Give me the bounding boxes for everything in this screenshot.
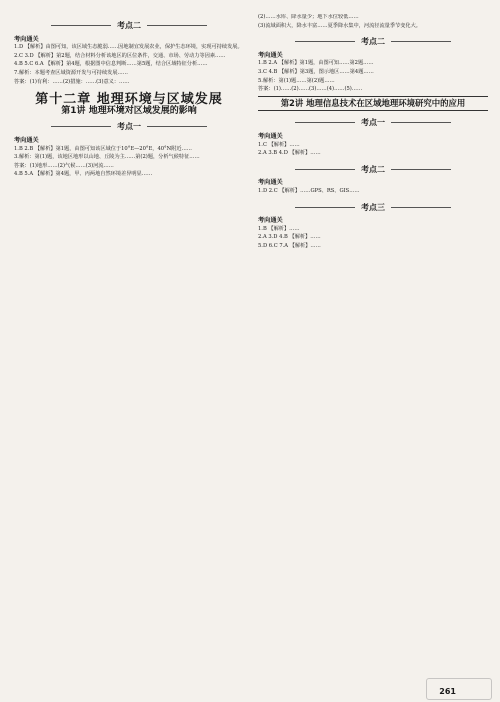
answer-block (14, 44, 244, 86)
answer-paragraph: 答案：(1)……(2)……(3)……(4)……(5)…… (258, 86, 363, 93)
section-title: 考点三 (258, 204, 488, 212)
answer-paragraph: 答案：(1)地形……(2)气候……(3)河流…… (14, 162, 114, 169)
section-tag: 考向通关 (258, 179, 283, 187)
answer-paragraph: (3)流域面积大，降水丰富……夏季降水集中，河流径流量季节变化大。 (258, 22, 421, 29)
answer-paragraph: (2)……水库、降水量少；地下水位较低…… (258, 14, 359, 20)
answer-paragraph: 4.B 5.C 6.A 【解析】第4题，根据图中信息判断……第5题，结合区域特征分析…… (14, 61, 208, 68)
answer-paragraph: 1.D 2.C 【解析】……GPS、RS、GIS…… (258, 187, 360, 194)
section-title: 考点二 (258, 38, 488, 46)
answer-block (14, 146, 244, 179)
section-tag: 考向通关 (258, 51, 283, 59)
answer-block (258, 14, 488, 30)
answer-paragraph: 4.B 5.A 【解析】第4题，甲、丙两地自然环境差异明显…… (14, 171, 153, 178)
answer-block (258, 188, 488, 196)
answer-paragraph: 3.C 4.B 【解析】第3题，图示地区……第4题…… (258, 68, 374, 75)
section-title: 考点二 (14, 22, 244, 30)
answer-paragraph: 7.解析：本题考查区域资源开发与可持续发展…… (14, 69, 128, 76)
watermark-logo (426, 678, 492, 700)
answer-paragraph: 答案：(1)有利：……(2)措施：……(3)意义：…… (14, 78, 130, 85)
section-tag: 考向通关 (14, 136, 39, 144)
answer-paragraph: 1.D 【解析】由图可知，该区域生态脆弱……因地制宜发展农业，保护生态环境，实现可持续发展。 (14, 44, 243, 51)
answer-block (258, 226, 488, 251)
answer-paragraph: 1.B 【解析】…… (258, 225, 300, 232)
lecture-title: 第2讲 地理信息技术在区域地理环境研究中的应用 (258, 96, 488, 112)
section-title: 考点一 (258, 119, 488, 127)
page-number: 261 (439, 687, 456, 696)
chapter-title: 第十二章 地理环境与区域发展 (35, 92, 223, 108)
right-column (258, 14, 488, 688)
answer-paragraph: 2.C 3.D 【解析】第2题，结合材料分析该地区的区位条件，交通、市场、劳动力等因素…… (14, 52, 226, 59)
left-column (14, 14, 244, 688)
answer-paragraph: 1.B 2.A 【解析】第1题，由图可知……第2题…… (258, 60, 374, 67)
section-title: 考点一 (14, 123, 244, 131)
answer-paragraph: 3.解析：第(1)题，该地区地形以山地、丘陵为主……第(2)题，分析气候特征…… (14, 154, 200, 161)
answer-paragraph: 5.解析：第(1)题……第(2)题…… (258, 77, 335, 84)
answer-block (258, 60, 488, 93)
section-tag: 考向通关 (258, 217, 283, 225)
answer-paragraph: 1.B 2.B 【解析】第1题，由图可知该区域位于10°E—20°E，40°N附近…… (14, 145, 192, 152)
lecture-title: 第1讲 地理环境对区域发展的影响 (61, 105, 197, 116)
answer-block (258, 142, 488, 158)
section-tag: 考向通关 (14, 35, 39, 43)
answer-paragraph: 2.A 3.B 4.D 【解析】…… (258, 150, 321, 157)
answer-paragraph: 5.D 6.C 7.A 【解析】…… (258, 242, 321, 249)
answer-paragraph: 1.C 【解析】…… (258, 141, 300, 148)
section-tag: 考向通关 (258, 132, 283, 140)
section-title: 考点二 (258, 166, 488, 174)
answer-paragraph: 2.A 3.D 4.B 【解析】…… (258, 234, 321, 241)
